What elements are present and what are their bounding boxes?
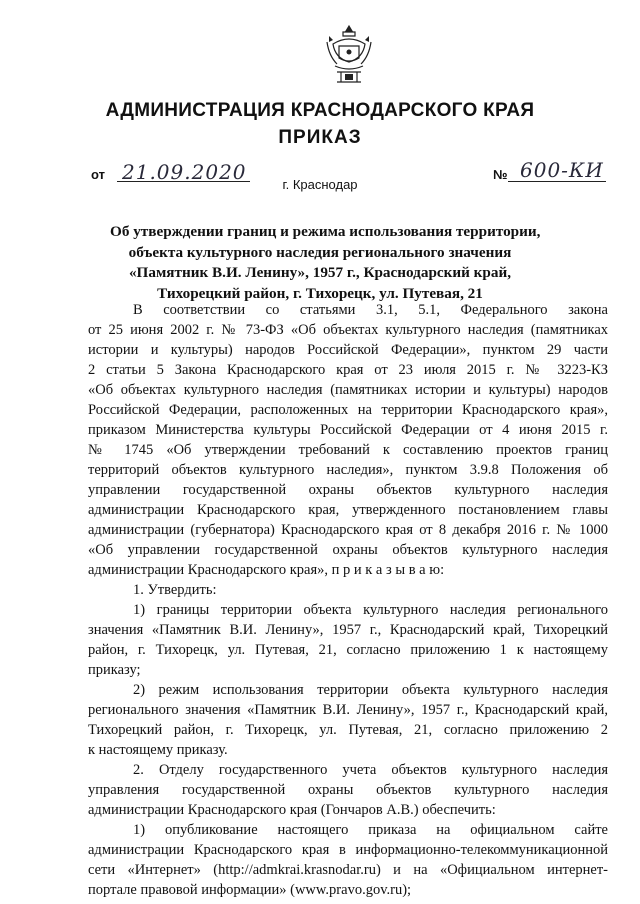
item-1-2-paragraph [88, 680, 608, 760]
coat-of-arms-icon [323, 22, 375, 88]
text-line: 2. Отделу государственного учета объектов культурного наследия [133, 762, 608, 778]
text-line: к настоящему приказу. [88, 742, 228, 758]
subject-line: объекта культурного наследия регионального значения [128, 243, 512, 261]
text-line: администрации Краснодарского края», п р и к а з ы в а ю: [88, 562, 445, 578]
preamble-paragraph [88, 300, 608, 580]
text-line: администрации (губернатора) Краснодарского края от 8 декабря 2016 г. № 1000 [88, 522, 608, 538]
text-line: значения «Памятник В.И. Ленину», 1957 г., Краснодарский край, Тихорецкий [88, 622, 608, 638]
order-subject [110, 222, 541, 304]
subject-line: Тихорецкий район, г. Тихорецк, ул. Путевая, 21 [157, 284, 483, 302]
text-line: 1. Утвердить: [133, 582, 217, 598]
organization-title: АДМИНИСТРАЦИЯ КРАСНОДАРСКОГО КРАЯ [105, 100, 535, 121]
text-line: № 1745 «Об утверждении требований к составлению проектов границ [88, 442, 608, 458]
item-1-paragraph [88, 580, 608, 600]
text-line: 1) опубликование настоящего приказа на официальном сайте [133, 822, 608, 838]
item-2-1-paragraph [88, 820, 608, 900]
text-line: 1) границы территории объекта культурного наследия регионального [133, 602, 608, 618]
city-label: г. Краснодар [282, 177, 358, 192]
date-value: 21.09.2020 [122, 160, 247, 184]
text-line: В соответствии со статьями 3.1, 5.1, Федерального закона [133, 302, 608, 318]
item-1-1-paragraph [88, 600, 608, 680]
order-number: 600-КИ [520, 158, 604, 182]
order-body [88, 300, 608, 900]
document-type-title: ПРИКАЗ [278, 127, 362, 148]
text-line: район, г. Тихорецк, ул. Путевая, 21, согласно приложению 1 к настоящему [88, 642, 608, 658]
text-line: «Об управлении государственной охраны объектов культурного наследия [88, 542, 608, 558]
subject-line: «Памятник В.И. Ленину», 1957 г., Краснодарский край, [128, 264, 512, 281]
number-prefix: № [493, 167, 508, 182]
text-line: администрации Краснодарского края, утвержденного постановлением главы [88, 502, 608, 518]
text-line: регионального значения «Памятник В.И. Ленину», 1957 г., Краснодарский край, [88, 702, 608, 718]
subject-line: Об утверждении границ и режима использования территории, [110, 223, 541, 240]
text-line: Тихорецкий район, г. Тихорецк, ул. Путевая, 21, согласно приложению 2 [88, 722, 608, 738]
text-line: «Об объектах культурного наследия (памятниках истории и культуры) народов [88, 382, 608, 398]
text-line: 2) режим использования территории объекта культурного наследия [133, 682, 608, 698]
text-line: от 25 июня 2002 г. № 73-ФЗ «Об объектах культурного наследия (памятниках [88, 322, 608, 338]
date-prefix: от [91, 167, 105, 182]
text-line: территорий объектов культурного наследия», пунктом 3.9.8 Положения об [88, 462, 608, 478]
item-2-paragraph [88, 760, 608, 820]
text-line: управлении государственной охраны объектов культурного наследия [88, 482, 608, 498]
text-line: истории и культуры) народов Российской Федерации», пунктом 29 части [88, 342, 608, 358]
text-line: Российской Федерации, расположенных на территории Краснодарского края», [88, 402, 608, 418]
text-line: портале правовой информации» (www.pravo.gov.ru); [88, 882, 412, 898]
text-line: приказу; [88, 662, 141, 678]
text-line: 2 статьи 5 Закона Краснодарского края от 23 июля 2015 г. № 3223-КЗ [88, 362, 608, 378]
text-line: управления государственной охраны объектов культурного наследия [88, 782, 608, 798]
text-line: администрации Краснодарского края (Гончаров А.В.) обеспечить: [88, 802, 496, 818]
text-line: приказом Министерства культуры Российской Федерации от 4 июня 2015 г. [88, 422, 608, 438]
text-line: администрации Краснодарского края в информационно-телекоммуникационной [88, 842, 608, 858]
text-line: сети «Интернет» (http://admkrai.krasnodar.ru) и на «Официальном интернет- [88, 862, 608, 878]
